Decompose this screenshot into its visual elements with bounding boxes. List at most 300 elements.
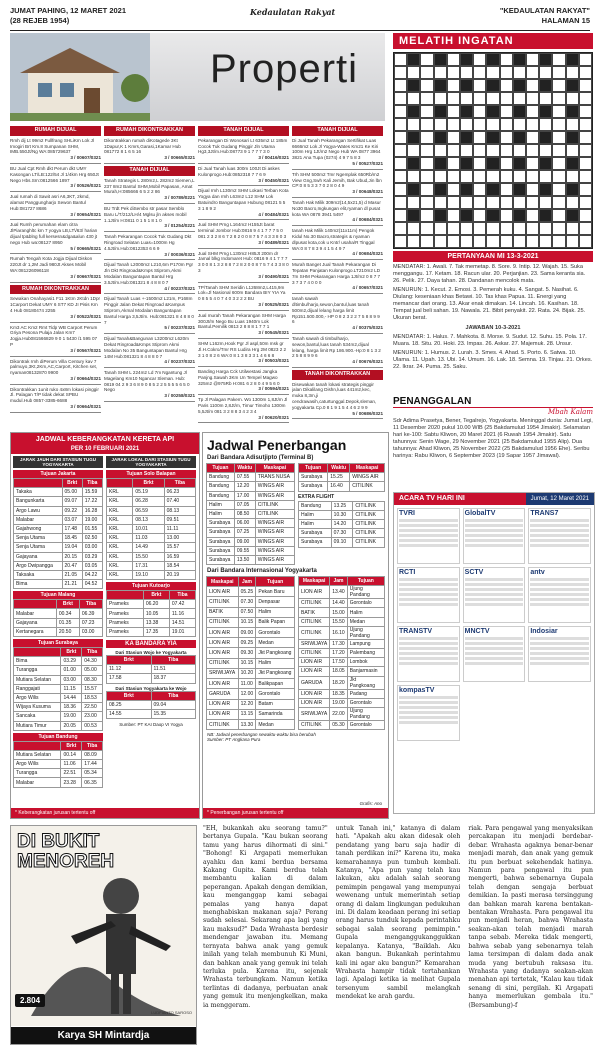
tv-program-line — [399, 593, 458, 596]
crossword-cell — [526, 222, 539, 235]
flight-schedule — [202, 432, 389, 819]
table-row — [14, 506, 103, 515]
table-cell: CITILINK — [255, 509, 294, 518]
tv-program-line — [399, 716, 458, 719]
table-cell: TRANS NUSA — [255, 473, 294, 482]
crossword-cell — [447, 118, 460, 131]
ad-item — [292, 138, 383, 170]
table-cell: 19.00 — [61, 712, 82, 721]
tv-program-line — [399, 539, 458, 542]
jawaban-menurun: MENURUN: 1. Humus. 2. Lurah. 3. Smes. 4. Ahad. 5. Porto. 6. Satwa. 10. Ulama. 11. Upah. 13. Ubi. 14. Umum. 16. Lak. 18. Semna. 19. Tinjau. 21. Orkes. 22. Ikrar. 24. Puma. 25. Saku. — [393, 350, 593, 370]
table-cell: 18.54 — [164, 561, 195, 570]
table-row — [298, 689, 384, 698]
crossword-cell — [579, 92, 592, 105]
table-row — [207, 607, 295, 617]
table-cell: Turangga — [14, 769, 61, 778]
crossword-cell — [486, 144, 499, 157]
table-cell: 18.20 — [330, 676, 348, 689]
table-cell: 01.00 — [61, 666, 82, 675]
tv-program-line — [530, 524, 589, 527]
tv-channel-logo: antv — [530, 569, 545, 576]
table-cell: 00.14 — [61, 750, 82, 759]
table-cell: 07.40 — [164, 497, 195, 506]
table-cell: WINGS AIR — [255, 537, 294, 546]
table-cell: 09.07 — [62, 497, 82, 506]
ad-code: 3 / 00258/0321 — [164, 393, 195, 399]
crossword-cell — [394, 157, 407, 170]
jawaban-mendatar: MENDATAR: 1. Halus. 7. Mahkota. 8. Morse. 9. Sudut. 12. Suhu. 15. Pola. 17. Muara. 18. Situ. 20. Hoki. 23. Impas. 26. Askar. 27. Majemuk. 28. Unsur. — [393, 334, 587, 347]
table-cell: 07.25 — [234, 528, 255, 537]
ad-item — [104, 336, 195, 368]
table-cell: KRL — [107, 552, 133, 561]
ad-item — [292, 228, 383, 260]
crossword-cell — [420, 105, 433, 118]
train-section-title: Tujuan Jakarta — [13, 470, 103, 478]
crossword-cell — [394, 183, 407, 196]
crossword-cell — [566, 235, 579, 248]
table-cell: CITILINK — [298, 649, 329, 658]
ad-code: 3 / 00664/0321 — [70, 404, 101, 410]
table-cell: CITILINK — [298, 626, 329, 639]
table-cell: Argo Wilis — [14, 760, 61, 769]
ad-text: Dijual Tanah L2000m2 L210,6m P170m Pgr Jln Dkt Ringroad&Kmps Stiprom,Akmi Modalan Banguntapan Bantul Hrg 3.5Jt/m.Hub:081321 8 4 8 8 0 7 — [104, 262, 194, 285]
ad-code: 3 / 00664/0321 — [70, 375, 101, 381]
tv-program-line — [530, 647, 589, 650]
tv-program-line — [465, 583, 524, 586]
crossword-cell — [539, 144, 552, 157]
crossword-cell — [460, 79, 473, 92]
crossword-cell — [539, 118, 552, 131]
crossword-cell — [552, 66, 565, 79]
table-header-cell: Maskapai — [207, 577, 239, 587]
crossword-cell — [407, 235, 420, 248]
ad-code: 5 / 00665/0321 — [70, 245, 101, 251]
crossword-cell — [500, 131, 513, 144]
table-cell: CITILINK — [353, 510, 385, 519]
table-cell: 17.48 — [62, 524, 82, 533]
table-cell: 09.30 — [238, 648, 256, 658]
table-row — [14, 712, 103, 721]
ad-item — [104, 262, 195, 294]
ad-item — [104, 206, 195, 232]
tv-program-line — [399, 706, 458, 709]
table-cell: Senja Utama — [14, 543, 63, 552]
story-column-1: "EH, bukankah aku seorang tamu?" bertanya Gupala. "Kau bukan seorang tamu yang harus dihormati di sini." "Bohong! Ki Argapati memerlukan ayahku dan kami berdua bersama Kakang Gupita. Kami berdua telah membantu kalian di dalam peperangan. Apakah dengan demikian, kau menganggap kami sebagai pemalas yang hanya dapat menghabiskan makanan saja? Perang sudah selesai. Sekarang apa lagi yang kau maksud?" Dada Wrahasta berdesir mendengar jawaban itu. Memang ternyata bahwa anak yang gemuk inilah yang telah membunuh Ki Muni, dan bahkan anak yang gemuk ini telah terluka pula. Karena itu, sejenak Wrahasta terbungkam. Namun ketika terlintas di dadanya, perbuatan anak yang gemuk itu menjengkelkan, maka ia menggeram. — [203, 825, 328, 1009]
table-cell: LION AIR — [298, 658, 329, 667]
table-cell: 02.50 — [82, 534, 102, 543]
crossword-cell — [566, 92, 579, 105]
crossword-cell — [486, 170, 499, 183]
table-cell: Sancaka — [14, 712, 61, 721]
tv-channel-logo: MNCTV — [464, 628, 490, 635]
table-cell: Malabar — [14, 515, 63, 524]
table-cell: 09.55 — [234, 546, 255, 555]
crossword-cell — [539, 53, 552, 66]
table-row — [299, 529, 385, 538]
crossword-cell — [460, 53, 473, 66]
comic-number: 2.804 — [15, 994, 45, 1007]
table-cell: 08.13 — [164, 506, 195, 515]
table-cell: 18.36 — [61, 703, 82, 712]
tv-program-line — [530, 539, 589, 542]
crossword-cell — [473, 79, 486, 92]
bandara-sub2: Dari Stasiun Yogyakarta ke Wojo — [115, 685, 187, 691]
table-cell: 07.55 — [234, 473, 255, 482]
crossword-cell — [579, 235, 592, 248]
crossword-cell — [486, 118, 499, 131]
table-row — [14, 543, 103, 552]
date-line-hijri: (28 REJEB 1954) — [10, 16, 70, 25]
crossword-cell — [500, 66, 513, 79]
table-cell: Bima — [14, 580, 63, 589]
table-row — [107, 570, 196, 579]
tv-channel-logo: TRANS7 — [530, 510, 559, 517]
clues-mendatar: MENDATAR: 1. Awali. 7. Tak memetap. 8. Sore. 9. Intip. 12. Wajah. 15. Suka menggangu. 17. Ketam. 18. Racun ular. 20. Perjanjian. 23. Sama keranta sia. 26. Pelik. 27. Daya tahan. 28. Dandanan mencolok mata. — [393, 264, 586, 284]
table-cell: 06.20 — [143, 600, 169, 609]
tv-program-line — [399, 701, 458, 704]
crossword-cell — [486, 131, 499, 144]
train-table — [106, 478, 196, 580]
ad-text: Tanah Hak Milik 309m2(14,5x21,5) d Masur No30 Bacro,Ingkungan elit,ryaman dl pusat kota WA 0878 3941 5497 — [292, 199, 381, 217]
table-cell: Malabar — [14, 609, 57, 618]
table-cell: 22.00 — [330, 707, 348, 720]
table-cell: CITILINK — [350, 482, 385, 491]
tv-channel-logo: kompasTV — [399, 687, 435, 694]
table-cell: 04.52 — [82, 580, 102, 589]
table-cell: 13.00 — [164, 534, 195, 543]
table-row — [14, 618, 103, 627]
crossword-cell — [394, 92, 407, 105]
table-header-cell — [14, 479, 63, 488]
crossword-cell — [407, 92, 420, 105]
ad-code: 4 / 00684/0321 — [352, 217, 383, 223]
tv-program-line — [399, 696, 458, 699]
tv-channel-block — [463, 626, 526, 682]
table-row — [298, 608, 384, 617]
ad-text: Trh SHM 500m2 Tmr Ngemplak 650Rb/m2 View Gng,Swh Kali Jemih, Bak Ubud,Jin lbn CP:0 8 5 3 3 7 0 2 8 0 4 9 — [292, 171, 382, 189]
ad-text: Km3 AC Km2 Rmt Tidp WB Carport Perum Griya Pesona Pulaja Jalan Km7 Jogja.Hub081566829 9 0 1 5430 /1 595 07 P — [10, 324, 98, 347]
crossword-cell — [460, 144, 473, 157]
clues-menurun: MENURUN: 1. Kecut. 2. Emosi. 3. Pemerah kuku. 4. Sangat. 5. Nasihat. 6. Diulang: keseniaan khas Betawi. 10. Tas khas Papua. 11. Energi yang memancar dari orang. 13. Akar enak dimakan. 14. Lincah. 16. Kasihan. 18. Tempat jual beli sahan. 19. Nawala. 21. Bibit penyakit. 22. Rata. 24. Bijak. 25. Ukuran berat. — [393, 287, 586, 321]
table-header-cell: Tiba — [164, 479, 195, 488]
crossword-clues — [393, 264, 593, 371]
table-row — [298, 667, 384, 676]
table-cell: CITILINK — [353, 501, 385, 510]
tv-channel-block — [528, 508, 591, 564]
crossword-cell — [552, 79, 565, 92]
crossword-cell — [552, 53, 565, 66]
train-long-distance — [13, 456, 103, 788]
category-header: TANAH DIJUAL — [292, 126, 383, 136]
ad-code: 4 / 00237/0321 — [164, 359, 195, 365]
ad-code: 5 / 00527/0321 — [352, 160, 383, 166]
bandara-title: KA BANDARA YIA — [106, 640, 196, 648]
house-illustration — [10, 33, 150, 121]
crossword-cell — [434, 53, 447, 66]
table-row — [207, 491, 295, 500]
table-cell: 13.30 — [238, 719, 256, 729]
crossword-cell — [394, 144, 407, 157]
table-cell: Malabar — [14, 778, 61, 787]
ad-code: 4 / 00684/0321 — [352, 251, 383, 257]
table-cell: Halim — [347, 608, 384, 617]
crossword-cell — [579, 79, 592, 92]
table-cell: Medan — [347, 617, 384, 626]
ad-text: Tanah SHM L 224m2 Ld 7m Ngantung Jl Magelang Km10 Ngancar Sleman. Hub: 0819 04 2 9 3 6 8 9 0 8 5 2 2 5 5 5 5 6 5 0 Nego — [104, 370, 190, 393]
crossword-cell — [500, 209, 513, 222]
table-cell: Lombok — [347, 658, 384, 667]
table-row — [207, 719, 295, 729]
table-cell: Jkt Pangkoang — [347, 676, 384, 689]
crossword-cell — [486, 235, 499, 248]
table-cell: KRL — [107, 524, 133, 533]
tv-program-line — [399, 711, 458, 714]
ad-item — [292, 200, 383, 226]
table-cell: 15.50 — [330, 617, 348, 626]
crossword-cell — [539, 196, 552, 209]
comic-illustrator: LUDFIANTO SAROSO — [151, 1010, 192, 1015]
crossword-cell — [526, 105, 539, 118]
ad-code: 3 / 00036/0321 — [164, 251, 195, 257]
crossword-cell — [539, 105, 552, 118]
table-cell: 17.30 — [330, 639, 348, 648]
crossword-cell — [539, 131, 552, 144]
table-cell: 10.15 — [238, 617, 256, 627]
table-cell: LION AIR — [207, 648, 239, 658]
table-cell: Gajahwong — [14, 524, 63, 533]
ad-text: Jual SHM Prng L164m2 H155Jt barat terminal Jombor Hub:0816 9 4 1 7 7 7 5 0 081 2 3 2 8 6 7 2 8 2 0 0 8 7 5 7 4 3 3 8 0 3 — [198, 222, 287, 239]
table-cell: 09.00 — [234, 537, 255, 546]
crossword-cell — [447, 144, 460, 157]
classified-col-1 — [10, 126, 101, 426]
crossword-cell — [566, 144, 579, 157]
crossword-cell — [513, 131, 526, 144]
crossword-cell — [579, 144, 592, 157]
table-cell: 07.30 — [238, 597, 256, 607]
tv-panel — [393, 492, 595, 814]
table-cell: 20.50 — [56, 627, 79, 636]
table-row — [207, 617, 295, 627]
crossword-cell — [420, 157, 433, 170]
penanggalan-subtitle: Mbah Kalam — [547, 408, 593, 416]
ad-item — [198, 188, 289, 220]
table-cell: Gorontalo — [347, 720, 384, 729]
crossword-cell — [552, 157, 565, 170]
train-table — [13, 741, 103, 788]
table-cell: Surabaya — [207, 519, 235, 528]
table-cell: 22.50 — [82, 703, 103, 712]
table-cell: 15.25 — [328, 473, 350, 482]
crossword-cell — [434, 105, 447, 118]
table-cell: LION AIR — [298, 586, 329, 599]
table-cell: 03.00 — [79, 627, 102, 636]
table-cell: 12.20 — [238, 699, 256, 709]
crossword-cell — [513, 118, 526, 131]
crossword-cell — [394, 235, 407, 248]
ad-code: 3 / 00567/0321 — [70, 347, 101, 353]
table-cell: 06.39 — [79, 609, 102, 618]
table-cell: Surabaya — [207, 555, 235, 564]
table-row — [14, 552, 103, 561]
ad-text: Tanah Strategis L 280m2,L 282m2 Siemen,L 237 8m2 Bantul SHM,Mobil Papasan, Amat Murah,H:085666 6 5 2 2 86 — [104, 177, 195, 195]
table-cell: 11.06 — [61, 760, 82, 769]
table-row — [14, 609, 103, 618]
crossword-cell — [513, 105, 526, 118]
flight-sub1: Dari Bandara Adisutjipto (Terminal B) — [207, 455, 314, 461]
table-cell: LION AIR — [207, 679, 239, 689]
crossword-cell — [460, 66, 473, 79]
table-cell: 11.03 — [133, 534, 164, 543]
ad-code: 5 / 00237/0321 — [164, 325, 195, 331]
table-cell: LION AIR — [207, 587, 239, 597]
table-cell: Mutiara Selatan — [14, 675, 61, 684]
table-cell: Bandung — [207, 491, 235, 500]
ad-item — [198, 251, 289, 283]
ad-text: Di Jual Tanah Pekarangan Sertifikat Luas 6666m2 Lok Jl Yogya-Wates Km21 Ke Kiri 100m Hrg 1Jt/m2 Nego Hub WA 0877 3964 3821 Ana Tupa (0274) 4 9 7 5 8 3 — [292, 137, 381, 161]
ad-text: Dijual rmh L130m2 SHM Lokasi Terban Kota Yogya dan rmh L63m2 L12 SHM Lok Batuindro Banguntapan Hubung 08121 5 5 3 1 8 9 2 — [198, 188, 289, 211]
crossword-cell — [394, 209, 407, 222]
table-cell: Prameks — [107, 600, 144, 609]
ad-code: 5 / 00686/0321 — [352, 410, 383, 416]
table-cell: 15.59 — [82, 488, 102, 497]
tv-program-line — [465, 603, 524, 606]
table-cell: 14.40 — [330, 599, 348, 608]
ad-code: 3 / 00526/0321 — [70, 183, 101, 189]
crossword-cell — [473, 118, 486, 131]
crossword-cell — [407, 157, 420, 170]
table-cell: 07.42 — [169, 600, 195, 609]
ad-item — [104, 296, 195, 334]
table-cell: 03.07 — [62, 515, 82, 524]
table-row — [207, 509, 295, 518]
flight-table-left — [206, 463, 295, 565]
crossword-cell — [526, 170, 539, 183]
table-cell: 08.30 — [82, 675, 103, 684]
table-row — [14, 750, 103, 759]
ad-text: TP/Tanah SHM Seridin L1268m2,L415,9m Lok=Jl Nasional 600m Bandara BIY YIA Ya 0 8 5 5 4 0 7 4 0 3 2 2 2 BU — [198, 284, 286, 302]
table-cell: 15.35 — [151, 709, 196, 718]
train-table — [106, 590, 196, 637]
crossword-cell — [539, 183, 552, 196]
crossword-cell — [579, 222, 592, 235]
table-cell: Prameks — [107, 609, 144, 618]
crossword-cell — [526, 92, 539, 105]
train-section-title: Tujuan Malang — [13, 591, 103, 599]
penanggalan-panel — [393, 396, 593, 486]
tv-channel-block — [463, 567, 526, 623]
crossword-cell — [447, 66, 460, 79]
table-cell: Surabaya — [207, 537, 235, 546]
table-cell: 08.09 — [82, 750, 103, 759]
table-cell: 17.31 — [133, 561, 164, 570]
crossword-cell — [394, 222, 407, 235]
tv-channel-block — [397, 685, 460, 741]
crossword-cell — [552, 183, 565, 196]
ad-item — [104, 178, 195, 204]
table-cell: 16.28 — [82, 506, 102, 515]
crossword-cell — [552, 209, 565, 222]
crossword-question-title: PERTANYAAN MI 13-3-2021 — [393, 251, 593, 262]
table-row — [107, 515, 196, 524]
crossword-cell — [420, 53, 433, 66]
crossword-cell — [579, 196, 592, 209]
table-cell: CITILINK — [207, 719, 239, 729]
crossword-cell — [526, 209, 539, 222]
page-number: HALAMAN 15 — [541, 16, 590, 25]
table-cell: 10.15 — [238, 658, 256, 668]
crossword-cell — [473, 144, 486, 157]
table-cell: Lampung — [347, 639, 384, 648]
train-right-tables — [106, 470, 196, 637]
table-cell: 16.40 — [328, 482, 350, 491]
ad-text: tanah sawah dltimbu/harjo,sewon,bantul,luas tanah 500m2,dijual lelang harga limit Rp151.500.000,- HP 0 8 2 3 2 2 7 5 8 8 9 9 6 — [292, 296, 380, 325]
table-cell: 12.00 — [238, 689, 256, 699]
ad-code: 3 / 00450/0321 — [258, 177, 289, 183]
train-sub-left: JARAK JAUH DARI STASIUN TUGU YOGYAKARTA — [13, 456, 103, 468]
table-cell: Wijaya Kusuma — [14, 703, 61, 712]
table-header-cell: Brkt — [61, 648, 82, 657]
table-row — [207, 638, 295, 648]
tv-program-line — [465, 534, 524, 537]
table-cell: 00.34 — [56, 609, 79, 618]
crossword-cell — [394, 79, 407, 92]
ad-code: 3 / 00489/0321 — [258, 239, 289, 245]
table-cell: 19.10 — [133, 570, 164, 579]
ad-item — [198, 369, 289, 395]
train-sub-right: JARAK LOKAL DARI STASIUN TUGU YOGYAKARTA — [106, 456, 196, 468]
table-cell: Takaka — [14, 488, 63, 497]
table-row — [299, 519, 385, 528]
table-cell: Balik Papan — [256, 617, 295, 627]
table-cell: Kertanegara — [14, 627, 57, 636]
table-cell: WINGS AIR — [255, 528, 294, 537]
table-cell: 05.00 — [62, 488, 82, 497]
table-row — [14, 534, 103, 543]
crossword-cell — [513, 144, 526, 157]
ad-item — [10, 387, 101, 413]
table-cell: 07.50 — [238, 607, 256, 617]
crossword-cell — [407, 196, 420, 209]
table-row — [207, 473, 295, 482]
table-row — [107, 627, 196, 636]
crossword-cell — [407, 209, 420, 222]
train-section-title: Tujuan Solo Balapan — [106, 470, 196, 478]
table-cell: SRIWIJAYA — [298, 639, 329, 648]
ad-code: 3 / 01254/0221 — [164, 223, 195, 229]
crossword-cell — [434, 118, 447, 131]
table-row — [14, 580, 103, 589]
table-header-cell: Maskapai — [350, 464, 385, 473]
crossword-cell — [434, 222, 447, 235]
table-header-cell: Tiba — [82, 479, 102, 488]
table-cell: Gorontalo — [347, 698, 384, 707]
table-row — [298, 649, 384, 658]
crossword-cell — [460, 105, 473, 118]
crossword-cell — [473, 183, 486, 196]
table-cell: 14.44 — [61, 693, 82, 702]
crossword-cell — [579, 170, 592, 183]
ad-text: Dikontrakkan rumah diKotagede 3Kt 1Dapur,K 1 Kmrs,Garasi,1Kamar Hub 081772 8 1 6 5 16 — [104, 137, 181, 155]
crossword-cell — [407, 131, 420, 144]
ad-text: Dijual Tanah&Bangunan L3200m2 L620m Dekat Ringroad&Kmps Stiprom Akmi Modalan No 35 Banguntapan Bantul Hrg 14M Hub:081321 8 4 8 8 0 7 — [104, 336, 189, 359]
ad-item — [292, 382, 383, 420]
table-cell: WINGS AIR — [255, 555, 294, 564]
train-table — [13, 647, 103, 731]
table-cell: Ujung Pandang — [347, 707, 384, 720]
tv-program-line — [399, 662, 458, 665]
crossword-cell — [526, 157, 539, 170]
crossword-cell — [394, 170, 407, 183]
